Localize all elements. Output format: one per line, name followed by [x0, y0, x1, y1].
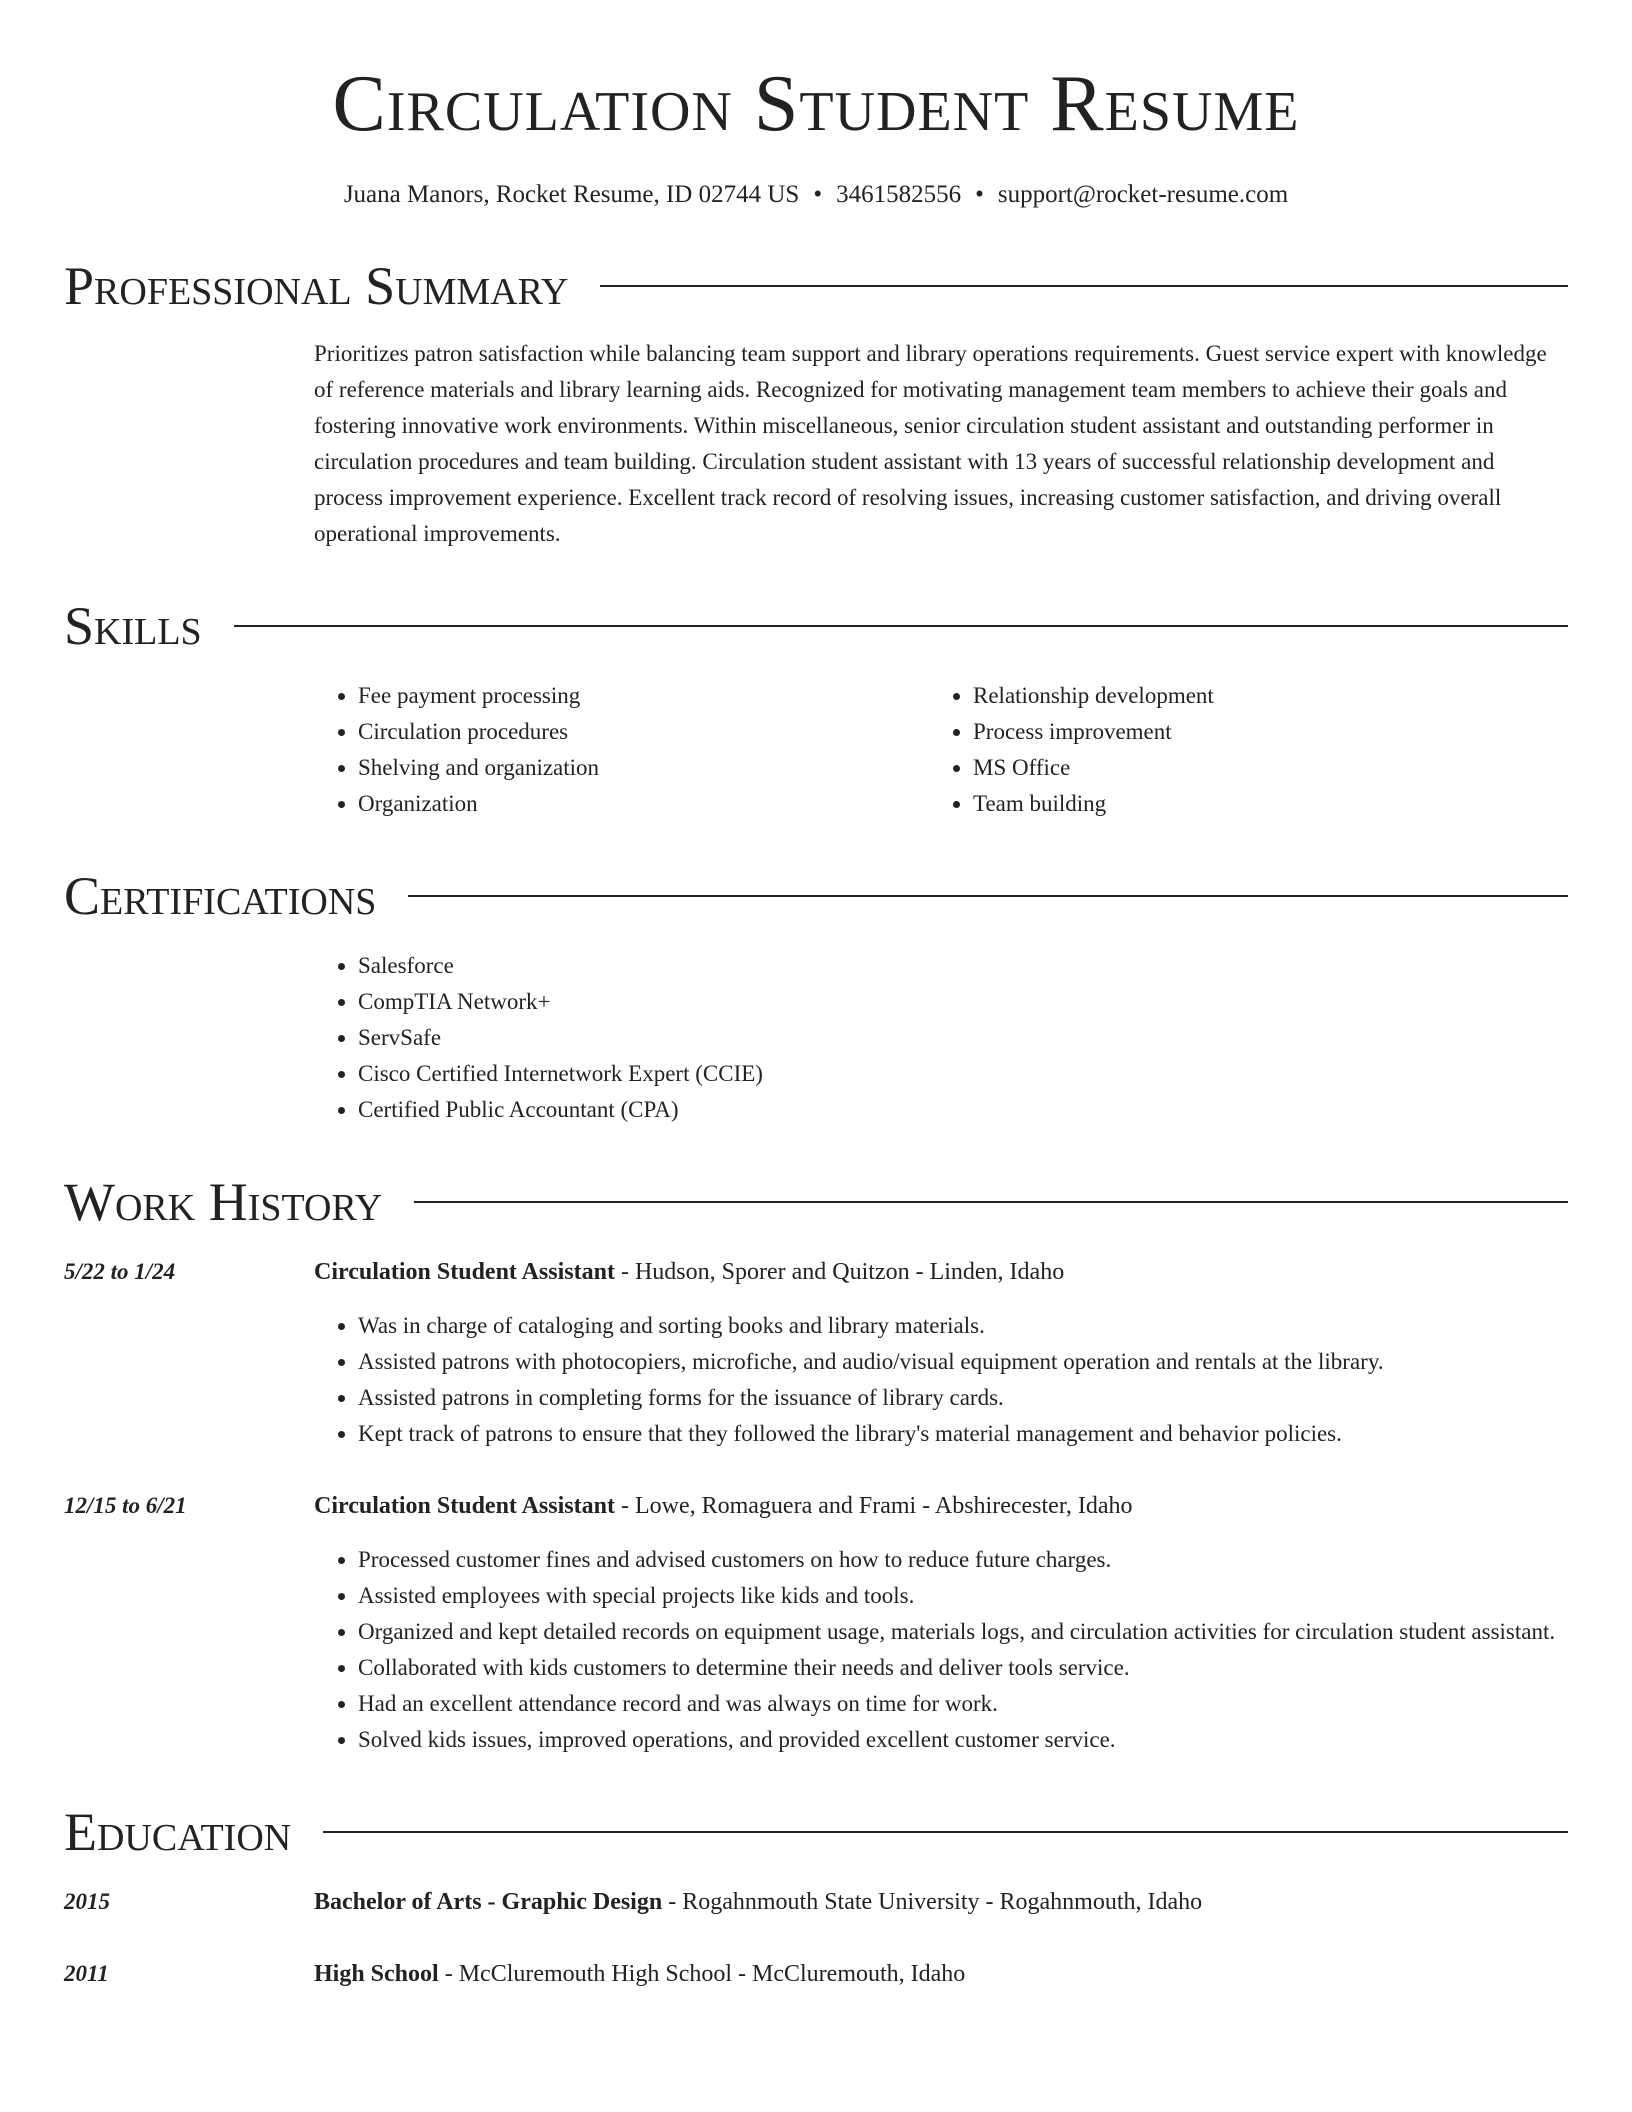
certifications-section-title: Certifications: [64, 866, 377, 926]
certifications-list: [314, 948, 1568, 1128]
job-duty: • Collaborated with kids customers to determine their needs and deliver tools service.: [358, 1650, 1568, 1686]
job-duty: • Processed customer fines and advised customers on how to reduce future charges.: [358, 1542, 1568, 1578]
education-degree: High School: [314, 1961, 439, 1987]
work-section-title: Work History: [64, 1172, 383, 1232]
education-headline: [314, 1884, 1202, 1920]
section-divider: [414, 1201, 1568, 1203]
work-section-header: [64, 1172, 1568, 1232]
job-duty: • Had an excellent attendance record and was always on time for work.: [358, 1686, 1568, 1722]
education-headline: [314, 1956, 965, 1992]
skill-item: • MS Office: [973, 750, 1544, 786]
contact-separator: •: [813, 181, 823, 208]
section-divider: [323, 1831, 1568, 1833]
job-company-location: - Hudson, Sporer and Quitzon - Linden, Idaho: [614, 1259, 1065, 1285]
skill-item: • Team building: [973, 786, 1544, 822]
education-entry: [64, 1956, 1568, 1992]
summary-text: Prioritizes patron satisfaction while balancing team support and library operations requirements. Guest service expert with knowledge of reference materials and library learning aids. Recognized for motivating management team members to achieve their goals and fostering innovative work environments. Within miscellaneous, senior circulation student assistant and outstanding performer in circulation procedures and team building. Circulation student assistant with 13 years of successful relationship development and process improvement experience. Excellent track record of resolving issues, increasing customer satisfaction, and driving overall operational improvements.: [314, 341, 1547, 546]
section-divider: [234, 625, 1568, 627]
job-title: Circulation Student Assistant: [314, 1493, 615, 1519]
job-duty: • Assisted patrons with photocopiers, microfiche, and audio/visual equipment operation and rentals at the library.: [358, 1344, 1568, 1380]
resume-title: Circulation Student Resume: [332, 60, 1300, 148]
certification-item: • Certified Public Accountant (CPA): [358, 1092, 1568, 1128]
contact-address: Juana Manors, Rocket Resume, ID 02744 US: [343, 181, 800, 208]
contact-separator: •: [975, 181, 984, 208]
skill-item: • Organization: [358, 786, 929, 822]
job-duty: • Assisted patrons in completing forms for the issuance of library cards.: [358, 1380, 1568, 1416]
skills-section-header: [64, 596, 1568, 656]
job-duty: • Solved kids issues, improved operations, and provided excellent customer service.: [358, 1722, 1568, 1758]
summary-section-title: Professional Summary: [64, 256, 569, 316]
certification-item: • Cisco Certified Internetwork Expert (CCIE): [358, 1056, 1568, 1092]
certifications-section-header: [64, 866, 1568, 926]
job-duty: • Organized and kept detailed records on equipment usage, materials logs, and circulation activities for circulation student assistant.: [358, 1614, 1568, 1650]
job-duty: • Kept track of patrons to ensure that they followed the library's material management and behavior policies.: [358, 1416, 1568, 1452]
job-headline: [314, 1254, 1568, 1290]
job-body: [314, 1488, 1568, 1758]
contact-phone: 3461582556: [836, 181, 962, 208]
skill-item: • Process improvement: [973, 714, 1544, 750]
education-entry: [64, 1884, 1568, 1920]
job-dates: 12/15 to 6/21: [64, 1493, 187, 1518]
job-entry: [64, 1254, 1568, 1452]
education-degree: Bachelor of Arts - Graphic Design: [314, 1889, 663, 1915]
education-school-location: - Rogahnmouth State University - Rogahnmouth, Idaho: [662, 1889, 1203, 1915]
job-title: Circulation Student Assistant: [314, 1259, 615, 1285]
education-school-location: - McCluremouth High School - McCluremouth, Idaho: [438, 1961, 966, 1987]
section-divider: [408, 895, 1568, 897]
skill-item: • Fee payment processing: [358, 678, 929, 714]
job-duty: • Assisted employees with special projects like kids and tools.: [358, 1578, 1568, 1614]
skill-item: • Relationship development: [973, 678, 1544, 714]
job-body: [314, 1254, 1568, 1452]
skills-column-left: [314, 678, 929, 822]
education-section-header: [64, 1802, 1568, 1862]
certification-item: • Salesforce: [358, 948, 1568, 984]
section-divider: [600, 285, 1568, 287]
education-year: 2015: [64, 1889, 110, 1914]
certification-item: • ServSafe: [358, 1020, 1568, 1056]
skills-column-right: [929, 678, 1544, 822]
job-entry: [64, 1488, 1568, 1758]
contact-email: support@rocket-resume.com: [997, 181, 1289, 208]
skill-item: • Circulation procedures: [358, 714, 929, 750]
certification-item: • CompTIA Network+: [358, 984, 1568, 1020]
education-section-title: Education: [64, 1802, 292, 1862]
job-headline: [314, 1488, 1568, 1524]
skills-section-title: Skills: [64, 596, 202, 656]
contact-line: [64, 178, 1568, 212]
education-year: 2011: [64, 1961, 109, 1986]
job-company-location: - Lowe, Romaguera and Frami - Abshirecester, Idaho: [614, 1493, 1133, 1519]
job-dates: 5/22 to 1/24: [64, 1259, 176, 1284]
skill-item: • Shelving and organization: [358, 750, 929, 786]
skills-grid: [314, 678, 1568, 822]
job-duty: • Was in charge of cataloging and sorting books and library materials.: [358, 1308, 1568, 1344]
summary-section-header: [64, 256, 1568, 316]
